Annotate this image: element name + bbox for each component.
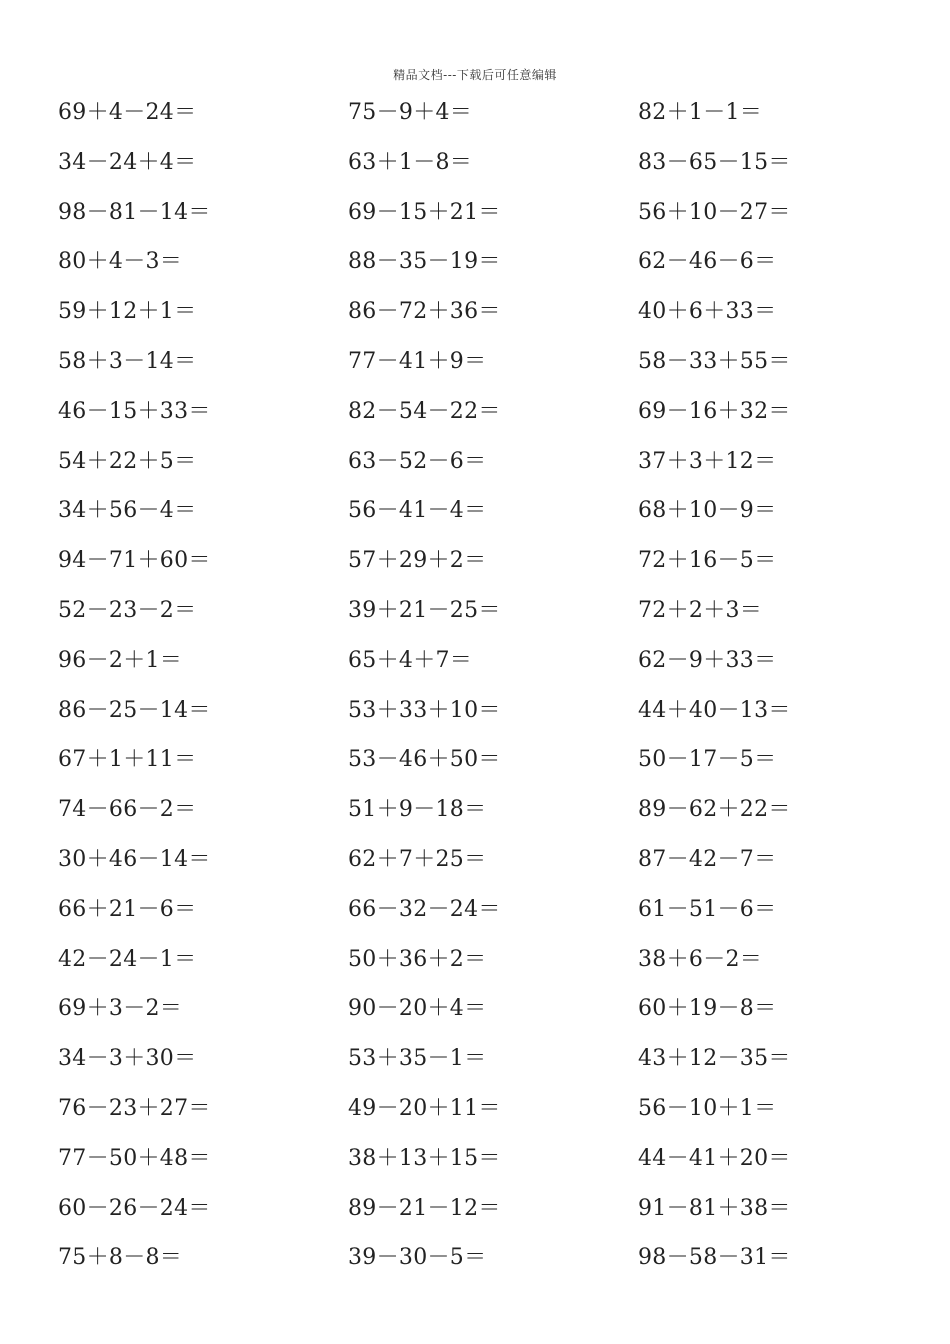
math-problem: 42－24－1＝ <box>58 946 197 972</box>
math-problem: 69＋4－24＝ <box>58 100 197 125</box>
math-problem: 98－81－14＝ <box>58 199 211 225</box>
math-problem: 96－2＋1＝ <box>58 647 183 673</box>
math-problem: 75－9＋4＝ <box>348 100 473 125</box>
math-problem: 67＋1＋11＝ <box>58 747 197 773</box>
math-problem: 91－81＋38＝ <box>638 1195 791 1221</box>
math-problem: 38＋6－2＝ <box>638 946 763 972</box>
math-problem: 34－24＋4＝ <box>58 149 197 175</box>
math-problem: 62－46－6＝ <box>638 249 777 275</box>
math-problem: 60－26－24＝ <box>58 1195 211 1221</box>
math-problem: 62－9＋33＝ <box>638 647 777 673</box>
math-problem: 37＋3＋12＝ <box>638 448 777 474</box>
math-problem: 77－41＋9＝ <box>348 348 487 374</box>
math-problem: 80＋4－3＝ <box>58 249 183 275</box>
math-problem: 63＋1－8＝ <box>348 149 473 175</box>
math-problem: 86－72＋36＝ <box>348 299 501 325</box>
math-problem: 63－52－6＝ <box>348 448 487 474</box>
math-problem: 68＋10－9＝ <box>638 498 777 524</box>
math-problem: 74－66－2＝ <box>58 797 197 823</box>
math-problem: 38＋13＋15＝ <box>348 1145 501 1171</box>
page-header: 精品文档---下载后可任意编辑 <box>393 68 557 82</box>
math-problem: 54＋22＋5＝ <box>58 448 197 474</box>
worksheet-grid <box>58 88 918 1288</box>
math-problem: 40＋6＋33＝ <box>638 299 777 325</box>
math-problem: 34－3＋30＝ <box>58 1046 197 1072</box>
math-problem: 72＋16－5＝ <box>638 548 777 574</box>
math-problem: 62＋7＋25＝ <box>348 846 487 872</box>
math-problem: 75＋8－8＝ <box>58 1245 183 1271</box>
math-problem: 66－32－24＝ <box>348 896 501 922</box>
math-problem: 30＋46－14＝ <box>58 846 211 872</box>
math-problem: 72＋2＋3＝ <box>638 597 763 623</box>
math-problem: 58－33＋55＝ <box>638 348 791 374</box>
math-problem: 43＋12－35＝ <box>638 1046 791 1072</box>
math-problem: 77－50＋48＝ <box>58 1145 211 1171</box>
math-problem: 58＋3－14＝ <box>58 348 197 374</box>
math-problem: 50＋36＋2＝ <box>348 946 487 972</box>
math-problem: 39－30－5＝ <box>348 1245 487 1271</box>
math-problem: 98－58－31＝ <box>638 1245 791 1271</box>
math-problem: 69－16＋32＝ <box>638 398 791 424</box>
math-problem: 60＋19－8＝ <box>638 996 777 1022</box>
math-problem: 66＋21－6＝ <box>58 896 197 922</box>
math-problem: 57＋29＋2＝ <box>348 548 487 574</box>
math-problem: 50－17－5＝ <box>638 747 777 773</box>
math-problem: 94－71＋60＝ <box>58 548 211 574</box>
math-problem: 76－23＋27＝ <box>58 1095 211 1121</box>
math-problem: 53＋33＋10＝ <box>348 697 501 723</box>
math-problem: 82－54－22＝ <box>348 398 501 424</box>
math-problem: 52－23－2＝ <box>58 597 197 623</box>
math-problem: 39＋21－25＝ <box>348 597 501 623</box>
math-problem: 83－65－15＝ <box>638 149 791 175</box>
math-problem: 53＋35－1＝ <box>348 1046 487 1072</box>
math-problem: 46－15＋33＝ <box>58 398 211 424</box>
math-problem: 90－20＋4＝ <box>348 996 487 1022</box>
math-problem: 59＋12＋1＝ <box>58 299 197 325</box>
math-problem: 51＋9－18＝ <box>348 797 487 823</box>
math-problem: 56－41－4＝ <box>348 498 487 524</box>
math-problem: 44＋40－13＝ <box>638 697 791 723</box>
math-problem: 61－51－6＝ <box>638 896 777 922</box>
math-problem: 44－41＋20＝ <box>638 1145 791 1171</box>
math-problem: 88－35－19＝ <box>348 249 501 275</box>
math-problem: 69－15＋21＝ <box>348 199 501 225</box>
math-problem: 56＋10－27＝ <box>638 199 791 225</box>
math-problem: 34＋56－4＝ <box>58 498 197 524</box>
math-problem: 82＋1－1＝ <box>638 100 763 125</box>
math-problem: 89－21－12＝ <box>348 1195 501 1221</box>
math-problem: 87－42－7＝ <box>638 846 777 872</box>
math-problem: 56－10＋1＝ <box>638 1095 777 1121</box>
math-problem: 53－46＋50＝ <box>348 747 501 773</box>
math-problem: 69＋3－2＝ <box>58 996 183 1022</box>
math-problem: 49－20＋11＝ <box>348 1095 501 1121</box>
math-problem: 65＋4＋7＝ <box>348 647 473 673</box>
math-problem: 89－62＋22＝ <box>638 797 791 823</box>
math-problem: 86－25－14＝ <box>58 697 211 723</box>
